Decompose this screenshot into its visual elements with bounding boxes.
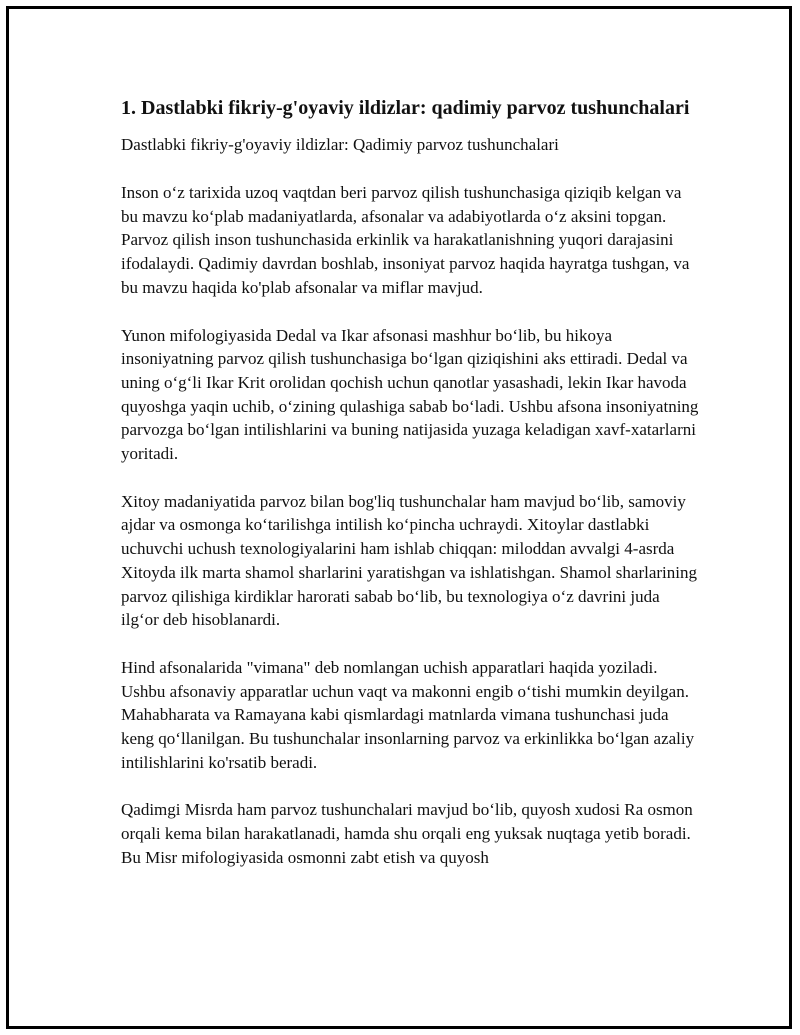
- paragraph-greek: Yunon mifologiyasida Dedal va Ikar afsonasi mashhur bo‘lib, bu hikoya insoniyatning parvoz qilish tushunchasiga bo‘lgan qiziqishini aks ettiradi. Dedal va uning o‘g‘li Ikar Krit orolidan qochish uchun qanotlar yasashadi, lekin Ikar havoda quyoshga yaqin uchib, o‘zining qulashiga sabab bo‘ladi. Ushbu afsona insoniyatning parvozga bo‘lgan intilishlarini va buning natijasida yuzaga keladigan xavf-xatarlarni yoritadi.: [121, 325, 699, 464]
- paragraph-intro: Inson o‘z tarixida uzoq vaqtdan beri parvoz qilish tushunchasiga qiziqib kelgan va bu mavzu ko‘plab madaniyatlarda, afsonalar va adabiyotlarda o‘z aksini topgan. Parvoz qilish inson tushunchasida erkinlik va harakatlanishning yuqori darajasini ifodalaydi. Qadimiy davrdan boshlab, insoniyat parvoz haqida hayratga tushgan, va bu mavzu haqida ko'plab afsonalar va miflar mavjud.: [121, 183, 690, 297]
- document-body: [121, 95, 701, 894]
- section-heading: 1. Dastlabki fikriy-g'oyaviy ildizlar: qadimiy parvoz tushunchalari: [121, 97, 690, 119]
- paragraph-chinese: Xitoy madaniyatida parvoz bilan bog'liq tushunchalar ham mavjud bo‘lib, samoviy ajdar va osmonga ko‘tarilishga intilish ko‘pincha uchraydi. Xitoylar dastlabki uchuvchi uchush texnologiyalarini ham ishlab chiqqan: miloddan avvalgi 4-asrda Xitoyda ilk marta shamol sharlarini yaratishgan va ishlatishgan. Shamol sharlarining parvoz qilishiga kirdiklar harorati sabab bo‘lib, bu texnologiya o‘z davrini juda ilg‘or deb hisoblanardi.: [121, 491, 697, 630]
- paragraph-egyptian: Qadimgi Misrda ham parvoz tushunchalari mavjud bo‘lib, quyosh xudosi Ra osmon orqali kema bilan harakatlanadi, hamda shu orqali eng yuksak nuqtaga yetib boradi. Bu Misr mifologiyasida osmonni zabt etish va quyosh: [121, 800, 693, 867]
- section-subtitle: Dastlabki fikriy-g'oyaviy ildizlar: Qadimiy parvoz tushunchalari: [121, 135, 559, 154]
- page-frame: [6, 6, 792, 1029]
- paragraph-indian: Hind afsonalarida "vimana" deb nomlangan uchish apparatlari haqida yoziladi. Ushbu afsonaviy apparatlar uchun vaqt va makonni engib o‘tishi mumkin deyilgan. Mahabharata va Ramayana kabi qismlardagi matnlarda vimana tushunchasi juda keng qo‘llanilgan. Bu tushunchalar insonlarning parvoz va erkinlikka bo‘lgan azaliy intilishlarini ko'rsatib beradi.: [121, 657, 695, 772]
